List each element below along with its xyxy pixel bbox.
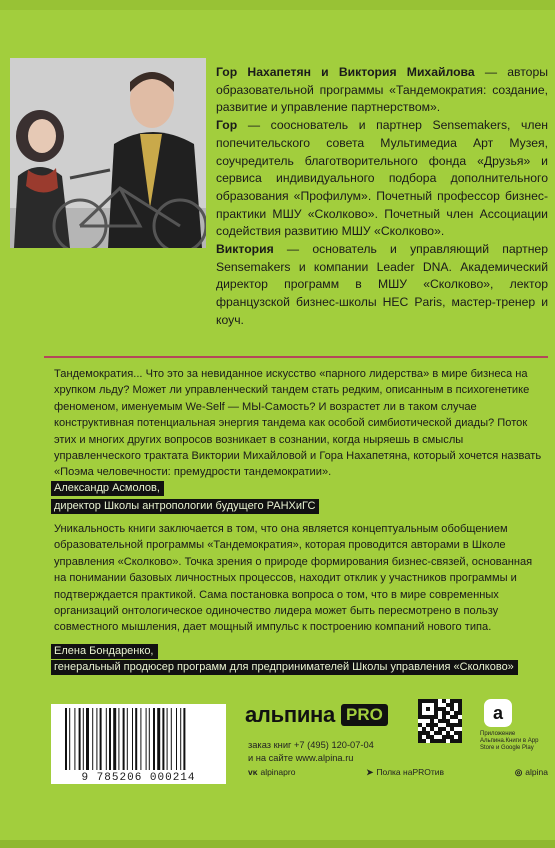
qr-module <box>430 727 434 731</box>
website: и на сайте www.alpina.ru <box>248 753 354 763</box>
qr-module <box>450 703 454 707</box>
qr-module <box>442 735 446 739</box>
qr-module <box>418 731 422 735</box>
barcode-bar <box>176 708 177 770</box>
authors-paragraph <box>216 64 548 117</box>
social-vk-label: alpinapro <box>260 767 296 777</box>
qr-module <box>422 699 426 703</box>
social-telegram <box>366 767 444 778</box>
publisher-contacts <box>248 739 374 765</box>
qr-module <box>458 699 462 703</box>
qr-module <box>430 699 434 703</box>
barcode-bar <box>167 708 168 770</box>
qr-module <box>454 699 458 703</box>
barcode-bar <box>74 708 75 770</box>
qr-module <box>438 707 442 711</box>
barcode-bar <box>157 708 160 770</box>
qr-module <box>446 731 450 735</box>
barcode-bar <box>153 708 155 770</box>
isbn-number: 9 785206 000214 <box>81 772 196 784</box>
qr-module <box>454 731 458 735</box>
qr-module <box>418 735 422 739</box>
review-author: Елена Бондаренко, <box>51 644 158 659</box>
review-role-row <box>54 496 319 514</box>
qr-module <box>450 739 454 743</box>
social-instagram <box>515 767 548 778</box>
authors-bio <box>216 64 548 330</box>
barcode-bar <box>146 708 147 770</box>
qr-module <box>454 739 458 743</box>
review-quote-asmolov <box>54 366 544 481</box>
qr-module <box>458 703 462 707</box>
barcode-bar <box>171 708 172 770</box>
qr-module <box>442 727 446 731</box>
review-role: директор Школы антропологии будущего РАНХиГС <box>51 499 319 514</box>
qr-module <box>454 711 458 715</box>
qr-module <box>426 699 430 703</box>
authors-names: Гор Нахапетян и Виктория Михайлова <box>216 65 475 79</box>
qr-module <box>430 715 434 719</box>
qr-module <box>418 711 422 715</box>
qr-module <box>458 731 462 735</box>
barcode-bar <box>83 708 84 770</box>
barcode-bar <box>140 708 141 770</box>
qr-module <box>426 707 430 711</box>
logo-pro-badge: PRO <box>341 704 388 726</box>
qr-module <box>434 739 438 743</box>
qr-module <box>442 739 446 743</box>
barcode-bar <box>135 708 137 770</box>
authors-photo <box>10 58 206 248</box>
qr-pattern <box>418 699 462 743</box>
order-phone: заказ книг +7 (495) 120-07-04 <box>248 740 374 750</box>
gor-paragraph <box>216 117 548 241</box>
barcode-bar <box>183 708 185 770</box>
qr-module <box>454 723 458 727</box>
barcode-bar <box>127 708 128 770</box>
publisher-logo <box>245 703 388 727</box>
barcode-bar <box>123 708 125 770</box>
qr-module <box>442 707 446 711</box>
app-icon <box>484 699 512 727</box>
qr-module <box>458 739 462 743</box>
qr-module <box>450 699 454 703</box>
barcode-bar <box>109 708 111 770</box>
qr-module <box>450 707 454 711</box>
victoria-name: Виктория <box>216 242 274 257</box>
qr-module <box>438 727 442 731</box>
qr-module <box>450 727 454 731</box>
qr-module <box>418 739 422 743</box>
social-vk <box>248 767 295 778</box>
qr-module <box>422 727 426 731</box>
qr-module <box>458 711 462 715</box>
barcode-bar <box>113 708 116 770</box>
qr-module <box>450 715 454 719</box>
qr-module <box>434 731 438 735</box>
review-role: генеральный продюсер программ для предпринимателей Школы управления «Сколково» <box>51 660 518 675</box>
qr-module <box>434 711 438 715</box>
qr-module <box>458 735 462 739</box>
qr-module <box>450 735 454 739</box>
qr-module <box>422 715 426 719</box>
barcode-bar <box>132 708 133 770</box>
social-tg-label: Полка наPROтив <box>376 767 445 777</box>
qr-module <box>442 719 446 723</box>
victoria-text: — основатель и управляющий партнер Sensemakers и компании Leader DNA. Академический директор программ в МШУ «Сколково», лектор французской бизнес-школы HEC Paris, мастер-тренер и коуч. <box>216 242 548 327</box>
barcode-bar <box>79 708 81 770</box>
barcode-bar <box>92 708 93 770</box>
qr-module <box>434 699 438 703</box>
qr-module <box>442 715 446 719</box>
qr-code <box>418 699 462 743</box>
gor-name: Гор <box>216 118 238 133</box>
vk-icon: ᴠᴋ <box>248 767 258 777</box>
qr-module <box>430 719 434 723</box>
qr-module <box>446 711 450 715</box>
review-quote-bondarenko <box>54 521 544 636</box>
qr-module <box>418 723 422 727</box>
qr-module <box>426 735 430 739</box>
qr-module <box>430 735 434 739</box>
qr-module <box>454 715 458 719</box>
qr-module <box>450 723 454 727</box>
qr-module <box>442 699 446 703</box>
gor-text: — сооснователь и партнер Sensemakers, член попечительского совета Мультимедиа Арт Музея, соучредитель благотворительного фонда «Друзья» и сервиса индивидуального подбора дополнительного образования «Профилум». Почетный профессор бизнес-практики МШУ «Сколково». Почетный член Ассоциации содействия развитию МШУ «Сколково». <box>216 118 548 239</box>
qr-module <box>422 731 426 735</box>
barcode-bar <box>86 708 89 770</box>
qr-module <box>430 739 434 743</box>
barcode-bar <box>100 708 102 770</box>
qr-module <box>418 699 422 703</box>
qr-module <box>438 731 442 735</box>
instagram-icon: ◎ <box>514 767 523 777</box>
qr-module <box>434 703 438 707</box>
barcode-bar <box>106 708 107 770</box>
qr-module <box>418 715 422 719</box>
qr-module <box>418 707 422 711</box>
qr-module <box>458 719 462 723</box>
review-role-row <box>54 657 518 675</box>
qr-module <box>442 711 446 715</box>
qr-module <box>434 715 438 719</box>
qr-module <box>418 703 422 707</box>
qr-module <box>422 739 426 743</box>
qr-module <box>430 723 434 727</box>
app-caption: Приложение Альпина.Книги в App Store и Google Play <box>480 731 539 751</box>
barcode-bars <box>63 708 215 772</box>
qr-module <box>438 739 442 743</box>
qr-module <box>434 707 438 711</box>
qr-module <box>458 707 462 711</box>
review-text: Уникальность книги заключается в том, что она является концептуальным обобщением образовательной программы «Тандемократия», которая проводится авторами в Школе управления «Сколково». Точка зрения о природе формирования бизнес-связей, основанная на понимании базовых личностных процессов, находит отклик у участников программы и подтверждается практикой. Сама постановка вопроса о том, что в мире современных организаций онтологическое одиночество лидера может быть пересмотрено в пользу совместного мышления, дает мощный импульс к построению компаний нового типа. <box>54 523 533 634</box>
qr-module <box>426 715 430 719</box>
qr-module <box>446 723 450 727</box>
qr-module <box>426 731 430 735</box>
qr-module <box>446 719 450 723</box>
qr-module <box>438 719 442 723</box>
logo-wordmark: альпина <box>245 702 335 727</box>
section-divider <box>44 356 548 358</box>
cover-top-edge <box>0 0 555 10</box>
barcode-bar <box>65 708 67 770</box>
barcode-bar <box>96 708 97 770</box>
review-author-row <box>54 478 164 496</box>
barcode-bar <box>149 708 150 770</box>
review-text: Тандемократия... Что это за невиданное искусство «парного лидерства» в мире бизнеса на хрупком льду? Может ли управленческий тандем стать редким, описанным в психогенетике феноменом, именуемым We-Self — МЫ-Самость? И возрастет ли в таком случае конструктивная потенциальная энергия тандема как особой симбиотической диады? Поток этих и многих других вопросов возникает в сознании, когда ныряешь в смыслы управленческого трактата Виктории Михайловой и Гора Нахапетяна, который хочется назвать «Поэма человечности: премудрости тандемократии». <box>54 368 542 479</box>
qr-module <box>446 703 450 707</box>
social-links <box>248 767 548 778</box>
telegram-icon: ➤ <box>366 767 374 777</box>
app-icon-letter: a <box>492 702 503 723</box>
qr-module <box>458 723 462 727</box>
victoria-paragraph <box>216 241 548 330</box>
qr-module <box>434 723 438 727</box>
qr-module <box>446 735 450 739</box>
barcode-bar <box>118 708 119 770</box>
cover-bottom-edge <box>0 840 555 848</box>
barcode-bar <box>162 708 164 770</box>
barcode-bar <box>180 708 181 770</box>
authors-intro: — авторы образовательной программы «Тандемократия: создание, развитие и управление партнерством». <box>216 65 548 115</box>
social-ig-label: alpina <box>525 767 548 777</box>
qr-module <box>426 723 430 727</box>
barcode-bar <box>69 708 70 770</box>
review-author: Александр Асмолов, <box>51 481 164 496</box>
